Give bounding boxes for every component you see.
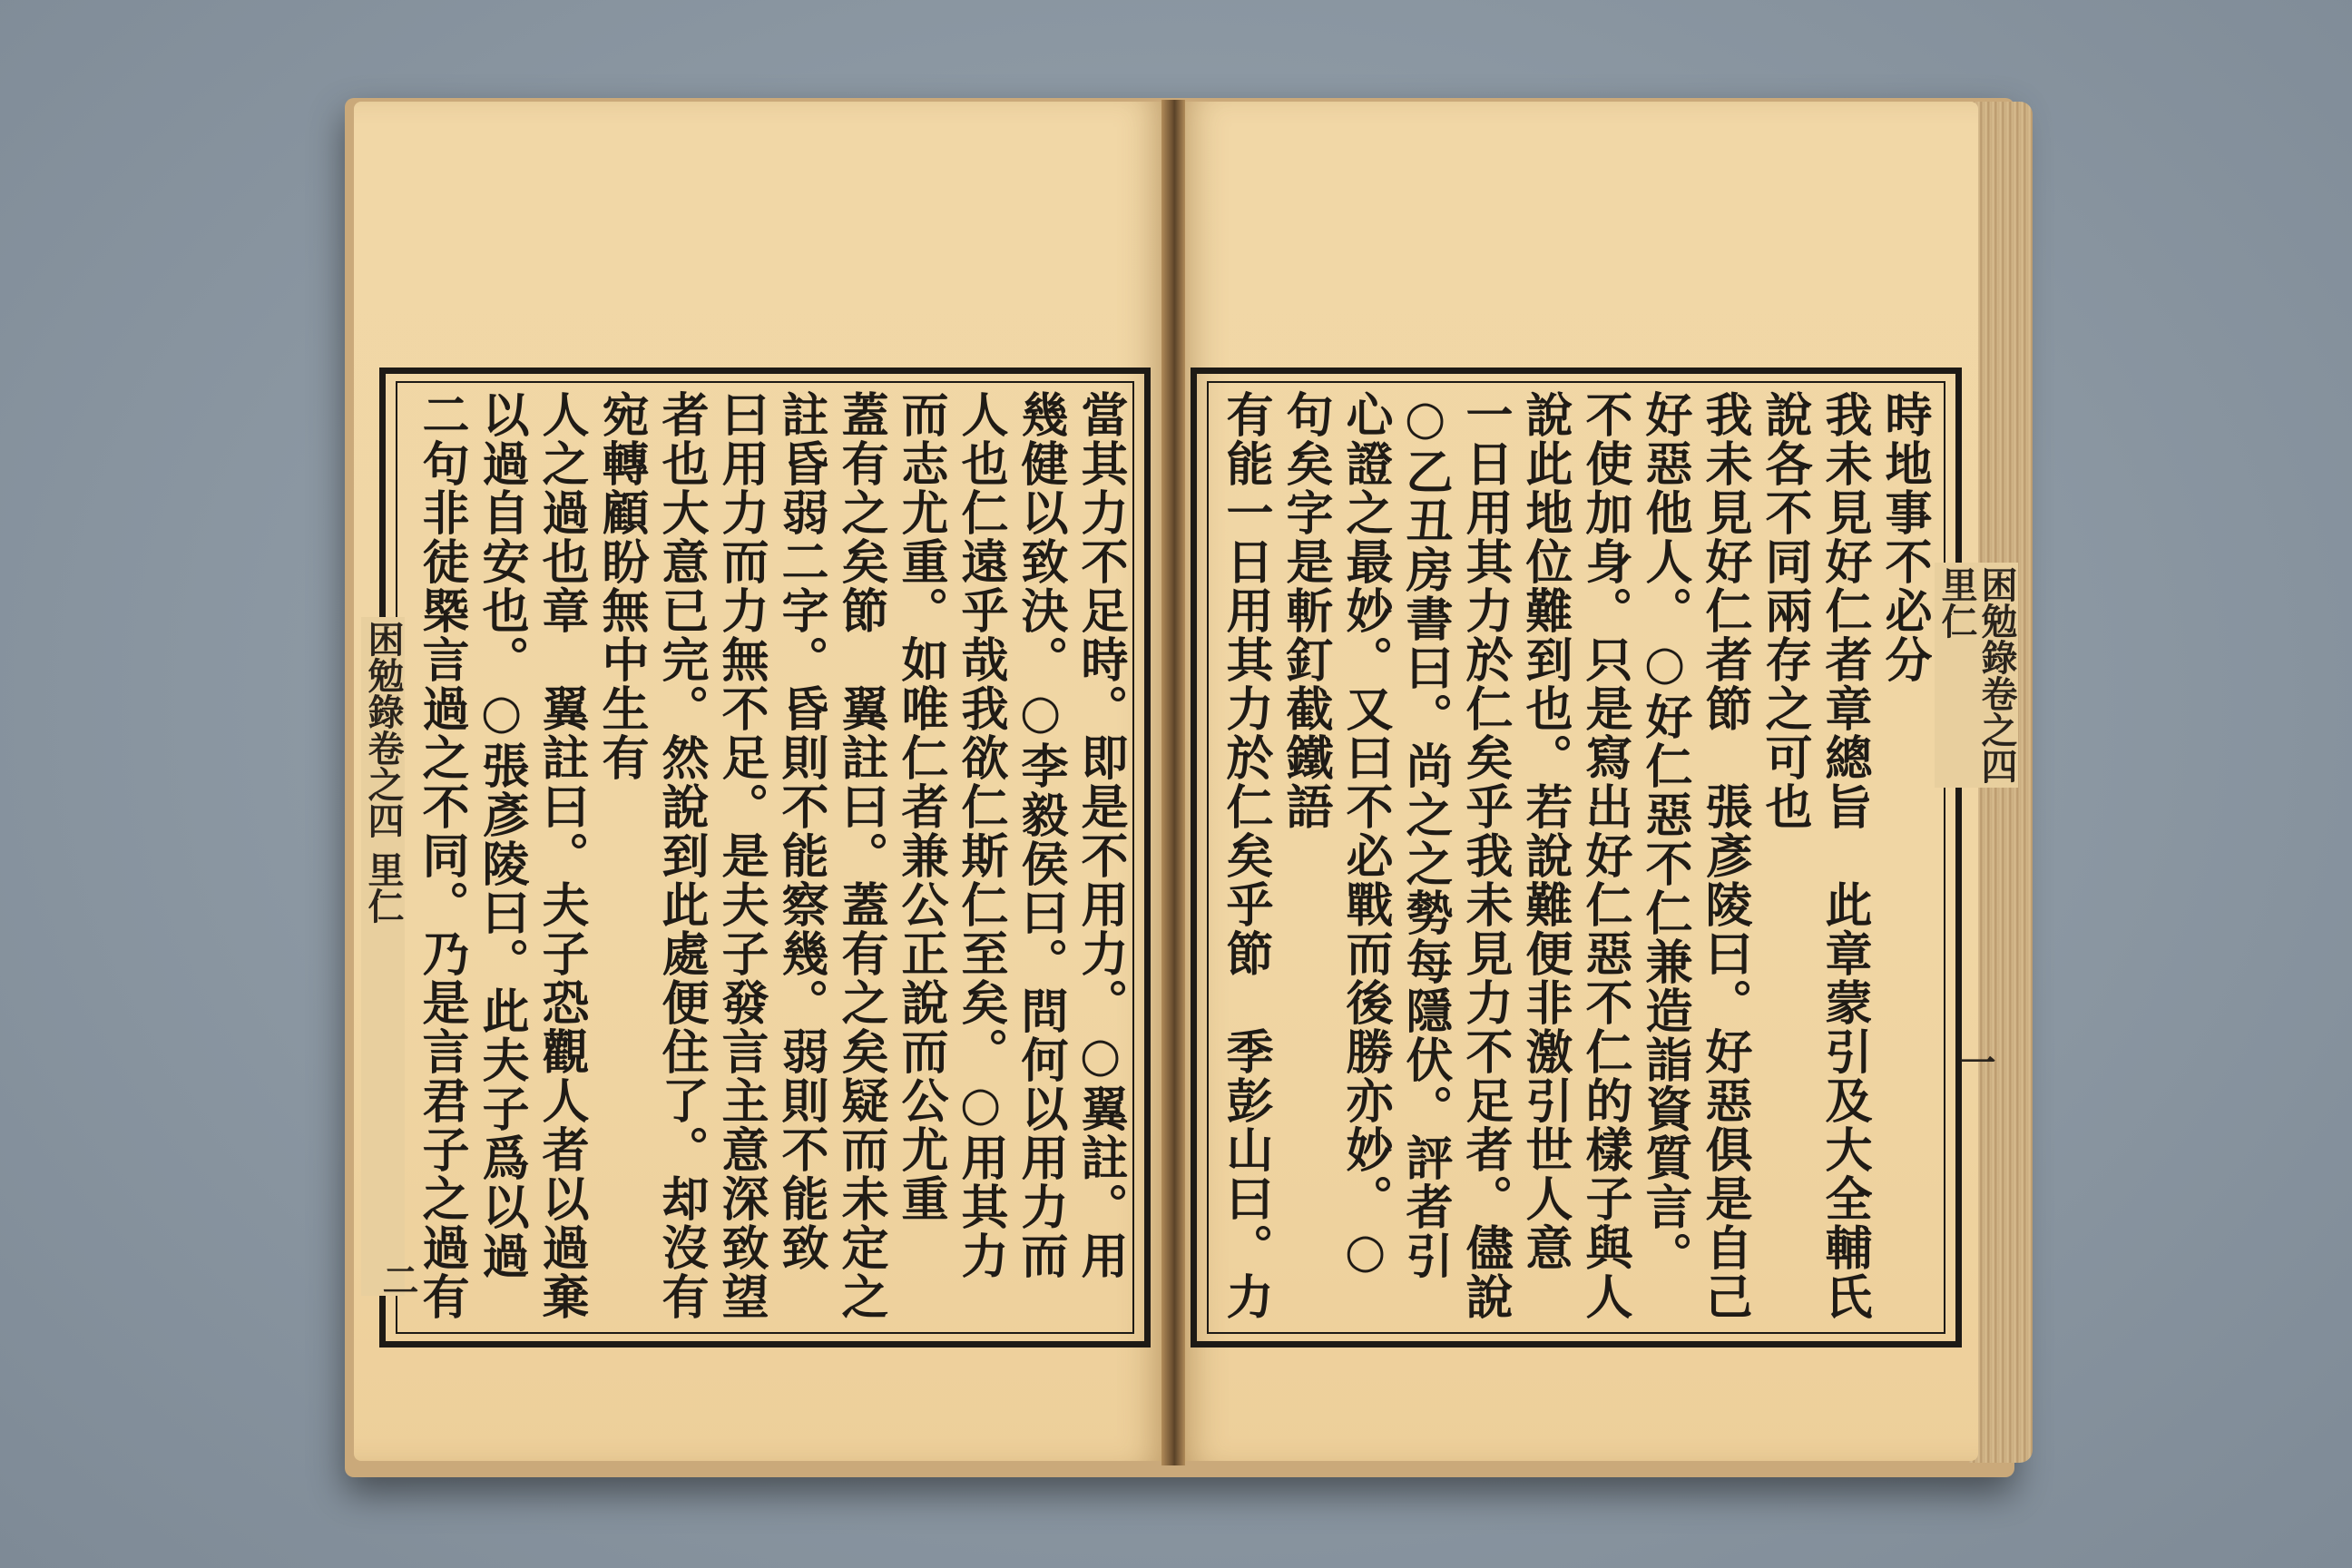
right-folio: 一 — [1954, 1044, 1996, 1080]
text-column: 我未見好仁者章總旨 此章蒙引及大全輔氏 — [1817, 390, 1872, 1321]
text-column: 者也大意已完。然說到此處便住了。却沒有 — [653, 390, 709, 1321]
text-column: 心證之最妙。又曰不必戰而後勝亦妙。○ — [1338, 390, 1393, 1280]
book-gutter — [1161, 100, 1185, 1465]
text-column: 我未見好仁者節 張彥陵曰。好惡俱是自己 — [1697, 390, 1752, 1321]
right-margin-section: 里仁 — [1936, 566, 1978, 639]
text-column: 曰用力而力無不足。是夫子發言主意深致望 — [713, 390, 769, 1321]
right-margin-title-text: 困勉錄卷之四 — [1975, 566, 2018, 784]
right-text-columns — [1212, 390, 1934, 1325]
text-column: 宛轉顧盼無中生有 — [593, 390, 649, 782]
text-column: 而志尤重。如唯仁者兼公正說而公尤重 — [893, 390, 948, 1223]
text-column: 人也仁遠乎哉我欲仁斯仁至矣。○用其力 — [953, 390, 1008, 1280]
text-column: 有能一日用其力於仁矣乎節 季彭山曰。力 — [1218, 390, 1273, 1321]
left-margin-title — [361, 617, 405, 1296]
text-column: 二句非徒槩言過之不同。乃是言君子之過有 — [414, 390, 469, 1321]
text-column: 幾健以致決。○李毅侯曰。問何以用力而 — [1013, 390, 1068, 1280]
right-margin-title — [1935, 563, 2018, 788]
text-column: 時地事不必分 — [1877, 390, 1932, 684]
text-column: 一日用其力於仁矣乎我未見力不足者。儘說 — [1457, 390, 1513, 1321]
text-column: 當其力不足時。即是不用力。○翼註。用 — [1073, 390, 1128, 1280]
text-column: 以過自安也。○張彥陵曰。此夫子爲以過 — [474, 390, 529, 1280]
text-column: 句矣字是斬釘截鐵語 — [1278, 390, 1333, 831]
text-column: 說各不同兩存之可也 — [1757, 390, 1812, 831]
text-column: ○乙丑房書曰。尚之之勢每隱伏。評者引 — [1397, 390, 1453, 1280]
text-column: 蓋有之矣節 翼註曰。蓋有之矣疑而未定之 — [833, 390, 888, 1321]
left-folio: 二 — [377, 1261, 419, 1298]
text-column: 人之過也章 翼註曰。夫子恐觀人者以過棄 — [534, 390, 589, 1321]
text-column: 說此地位難到也。若說難便非激引世人意 — [1517, 390, 1573, 1272]
left-text-columns — [399, 390, 1130, 1325]
text-column: 註昏弱二字。昏則不能察幾。弱則不能致 — [773, 390, 828, 1272]
left-margin-title-text: 困勉錄卷之四 — [362, 621, 405, 838]
text-column: 不使加身。只是寫出好仁惡不仁的樣子與人 — [1577, 390, 1632, 1321]
left-margin-section: 里仁 — [362, 850, 405, 924]
text-column: 好惡他人。○好仁惡不仁兼造詣資質言。 — [1637, 390, 1692, 1280]
